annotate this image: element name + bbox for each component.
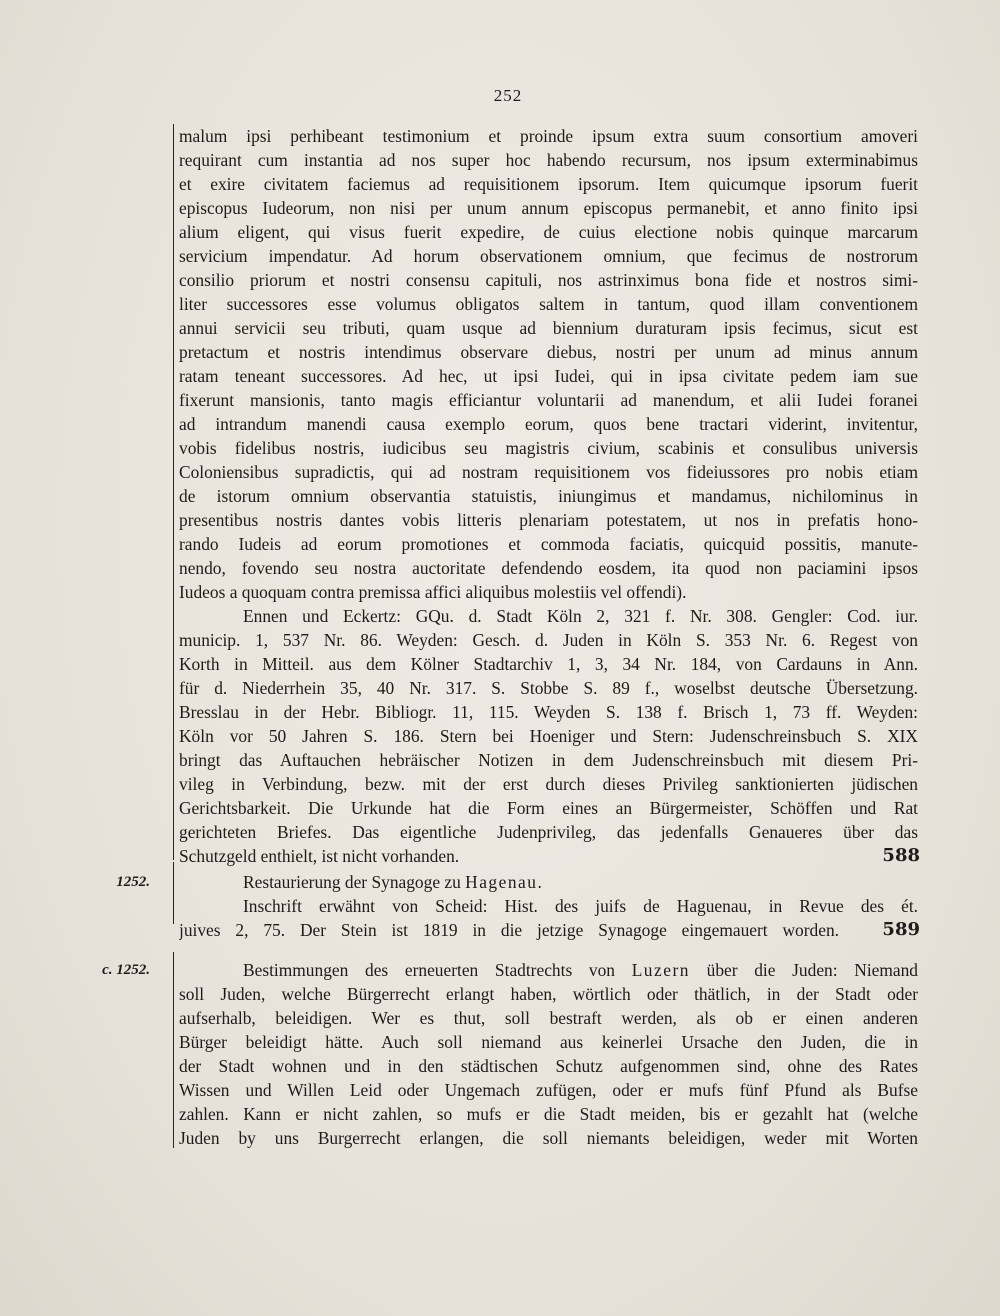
commentary-line: Ennen und Eckertz: GQu. d. Stadt Köln 2, 321 f. Nr. 308. Gengler: Cod. iur.	[243, 606, 918, 626]
text-line: episcopus Iudeorum, non nisi per unum annum episcopus permanebit, et anno finito ipsi	[179, 198, 918, 218]
text-line: der Stadt wohnen und in den städtischen Schutz aufgenommen sind, ohne des Rates	[179, 1056, 918, 1076]
commentary-line: Köln vor 50 Jahren S. 186. Stern bei Hoeniger und Stern: Judenschreinsbuch S. XIX	[179, 726, 918, 746]
margin-rule	[173, 124, 174, 860]
entry-title	[243, 870, 918, 894]
commentary-line: juives 2, 75. Der Stein ist 1819 in die jetzige Synagoge eingemauert worden.	[179, 920, 839, 940]
text-line: presentibus nostris dantes vobis litteris plenariam potestatem, ut nos in prefatis hono-	[179, 510, 918, 530]
margin-rule	[173, 952, 174, 1148]
text-line: soll Juden, welche Bürgerrecht erlangt haben, wörtlich oder thätlich, in der Stadt oder	[179, 984, 918, 1004]
title-text: über die Juden: Niemand	[689, 960, 918, 980]
commentary-line: Inschrift erwähnt von Scheid: Hist. des juifs de Haguenau, in Revue des ét.	[243, 896, 918, 916]
document-number: 588	[882, 845, 920, 866]
text-line: ratam teneant successores. Ad hec, ut ipsi Iudei, qui in ipsa civitate pedem iam sue	[179, 366, 918, 386]
commentary-line: municip. 1, 537 Nr. 86. Weyden: Gesch. d. Juden in Köln S. 353 Nr. 6. Regest von	[179, 630, 918, 650]
text-line: Wissen und Willen Leid oder Ungemach zufügen, oder er mufs fünf Pfund als Bufse	[179, 1080, 918, 1100]
text-line: liter successores esse volumus obligatos saltem in tantum, quod illam conventionem	[179, 294, 918, 314]
text-line: vobis fidelibus nostris, iudicibus seu magistris civium, scabinis et consulibus universis	[179, 438, 918, 458]
margin-rule	[173, 862, 174, 924]
text-line: annui servicii seu tributi, quam usque ad biennium duraturam ipsis fecimus, sicut est	[179, 318, 918, 338]
text-line: et exire civitatem faciemus ad requisitionem ipsorum. Item quicumque ipsorum fuerit	[179, 174, 918, 194]
text-line: servicium impendatur. Ad horum observationem omnium, que fecimus de nostrorum	[179, 246, 918, 266]
text-line: consilio priorum et nostri consensu capituli, nos astrinximus bona fide et nostros simi-	[179, 270, 918, 290]
text-line: nendo, fovendo seu nostra auctoritate defendendo eosdem, ita quod non paciamini ipsos	[179, 558, 918, 578]
page-number: 252	[493, 86, 523, 105]
text-line: fixerunt mansionis, tanto magis efficiantur voluntarii ad manendum, et alii Iudei foranei	[179, 390, 918, 410]
commentary-line: Korth in Mitteil. aus dem Kölner Stadtarchiv 1, 3, 34 Nr. 184, von Cardauns in Ann.	[179, 654, 918, 674]
text-line: Bürger beleidigt hätte. Auch soll niemand aus keinerlei Ursache den Juden, die in	[179, 1032, 918, 1052]
commentary-line: gerichteten Briefes. Das eigentliche Judenprivileg, das jedenfalls Genaueres über das	[179, 822, 918, 842]
commentary-line: Gerichtsbarkeit. Die Urkunde hat die Form eines an Bürgermeister, Schöffen und Rat	[179, 798, 918, 818]
commentary-line: vileg in Verbindung, bezw. mit der erst durch dieses Privileg sanktionierten jüdischen	[179, 774, 918, 794]
text-line: alium eligent, qui visus fuerit expedire, de cuius electione nobis quinque marcarum	[179, 222, 918, 242]
text-line: requirant cum instantia ad nos super hoc habendo recursum, nos ipsum exterminabimus	[179, 150, 918, 170]
text-line: Iudeos a quoquam contra premissa affici aliquibus molestiis vel offendi).	[179, 582, 687, 602]
entry-date: c. 1252.	[102, 962, 150, 978]
entry-title	[243, 958, 918, 982]
text-line: rando Iudeis ad eorum promotiones et commoda faciatis, quicquid possitis, manute-	[179, 534, 918, 554]
place-name: Hagenau	[465, 872, 538, 892]
text-line: ad intrandum manendi causa exemplo eorum, quos bene tractari viderint, invitentur,	[179, 414, 918, 434]
text-line: zahlen. Kann er nicht zahlen, so mufs er die Stadt meiden, bis er gezahlt hat (welche	[179, 1104, 918, 1124]
commentary-line: Schutzgeld enthielt, ist nicht vorhanden.	[179, 846, 460, 866]
commentary-line: Bresslau in der Hebr. Bibliogr. 11, 115. Weyden S. 138 f. Brisch 1, 73 ff. Weyden:	[179, 702, 918, 722]
entry-date: 1252.	[116, 874, 150, 890]
document-number: 589	[882, 919, 920, 940]
text-line: aufserhalb, beleidigen. Wer es thut, soll bestraft werden, als ob er einen anderen	[179, 1008, 918, 1028]
title-text: Restaurierung der Synagoge zu	[243, 872, 466, 892]
title-text: .	[537, 872, 542, 892]
text-line: malum ipsi perhibeant testimonium et proinde ipsum extra suum consortium amoveri	[179, 126, 918, 146]
title-text: Bestimmungen des erneuerten Stadtrechts von	[243, 960, 632, 980]
commentary-line: bringt das Auftauchen hebräischer Notizen in dem Judenschreinsbuch mit diesem Pri-	[179, 750, 918, 770]
place-name: Luzern	[631, 960, 690, 980]
text-line: Juden by uns Burgerrecht erlangen, die soll niemants beleidigen, weder mit Worten	[179, 1128, 918, 1148]
commentary-line: für d. Niederrhein 35, 40 Nr. 317. S. Stobbe S. 89 f., woselbst deutsche Übersetzung.	[179, 678, 918, 698]
text-line: de istorum omnium observantia statuistis, iniungimus et mandamus, nichilominus in	[179, 486, 918, 506]
text-line: pretactum et nostris intendimus observare diebus, nostri per unum ad minus annum	[179, 342, 918, 362]
text-line: Coloniensibus supradictis, qui ad nostram requisitionem vos fideiussores pro nobis etiam	[179, 462, 918, 482]
